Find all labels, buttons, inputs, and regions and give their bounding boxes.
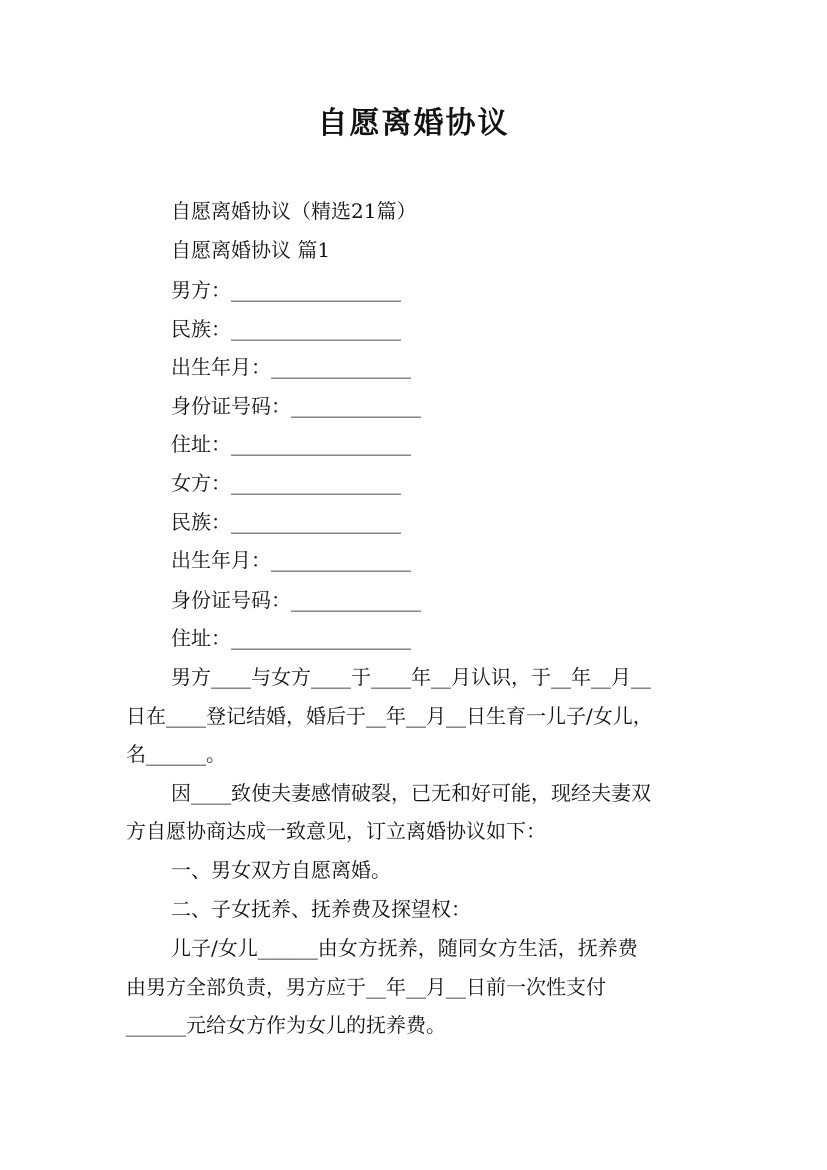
paragraph-custody-line-2: 由男方全部负责，男方应于__年__月__日前一次性支付 [126, 975, 606, 999]
paragraph-custody-line-1: 儿子/女儿______由女方抚养，随同女方生活，抚养费 [171, 936, 638, 960]
field-male-address: 住址：__________________ [171, 432, 411, 456]
section-heading: 自愿离婚协议 篇1 [171, 238, 331, 262]
field-male-birthdate: 出生年月：______________ [171, 355, 411, 379]
paragraph-marriage-line-3: 名______。 [126, 742, 226, 766]
field-female-ethnicity: 民族：_________________ [171, 510, 401, 534]
field-male-id-number: 身份证号码：_____________ [171, 394, 421, 418]
document-title: 自愿离婚协议 [317, 106, 510, 141]
clause-one: 一、男女双方自愿离婚。 [171, 858, 391, 882]
field-female-address: 住址：__________________ [171, 626, 411, 650]
paragraph-marriage-line-1: 男方____与女方____于____年__月认识，于__年__月__ [171, 665, 651, 689]
paragraph-reason-line-1: 因____致使夫妻感情破裂，已无和好可能，现经夫妻双 [171, 781, 651, 805]
paragraph-reason-line-2: 方自愿协商达成一致意见，订立离婚协议如下： [126, 819, 546, 843]
subtitle-line: 自愿离婚协议（精选21篇） [171, 199, 417, 223]
field-male-name: 男方：_________________ [171, 278, 401, 302]
field-female-name: 女方：_________________ [171, 471, 401, 495]
field-male-ethnicity: 民族：_________________ [171, 317, 401, 341]
field-female-id-number: 身份证号码：_____________ [171, 588, 421, 612]
paragraph-marriage-line-2: 日在____登记结婚，婚后于__年__月__日生育一儿子/女儿， [126, 704, 653, 728]
clause-two-heading: 二、子女抚养、抚养费及探望权： [171, 897, 471, 921]
paragraph-custody-line-3: ______元给女方作为女儿的抚养费。 [126, 1013, 446, 1037]
field-female-birthdate: 出生年月：______________ [171, 548, 411, 572]
